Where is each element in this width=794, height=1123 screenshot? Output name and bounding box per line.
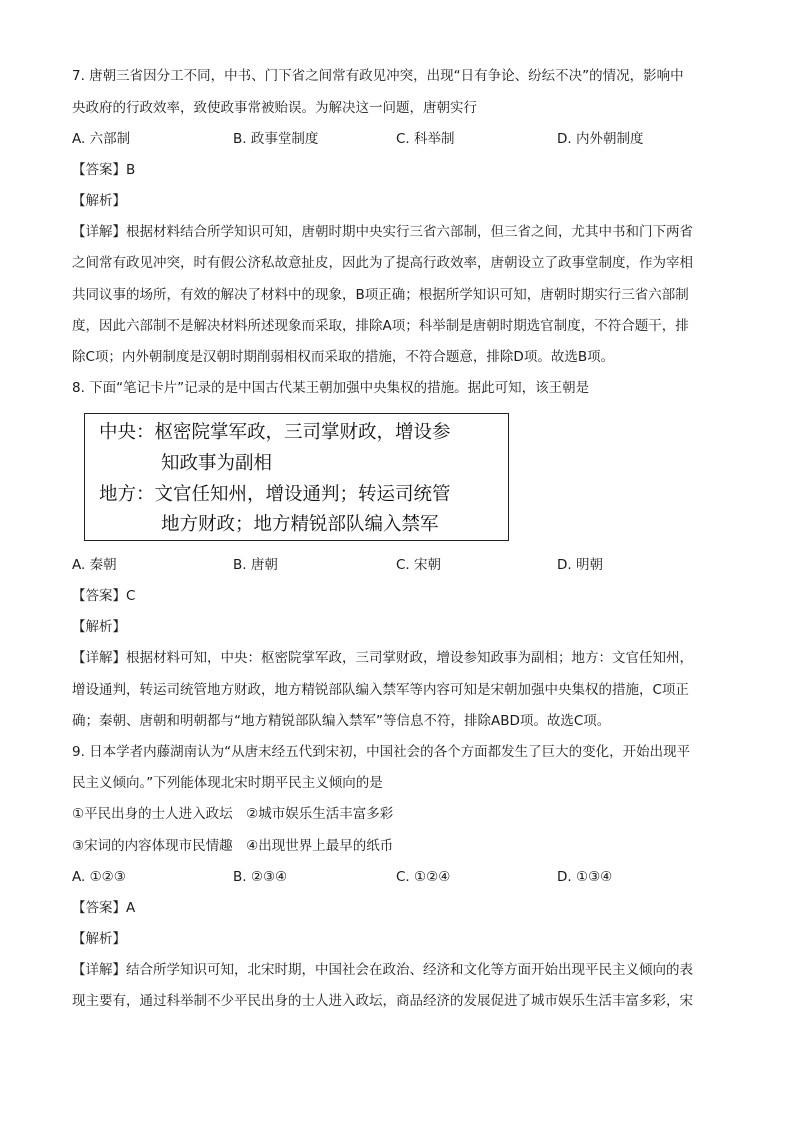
q7-detail-line1: 【详解】根据材料结合所学知识可知，唐朝时期中央实行三省六部制，但三省之间，尤其中书和门下两省 xyxy=(72,224,693,240)
q9-answer-line xyxy=(72,898,135,918)
q8-answer: C xyxy=(126,588,136,604)
q9-answer-tag: 【答案】 xyxy=(72,900,126,916)
q7-detail-line5: 除C项；内外朝制度是汉朝时期削弱相权而采取的措施，不符合题意，排除D项。故选B项。 xyxy=(72,349,615,365)
q9-item-line1: ①平民出身的士人进入政坛 ②城市娱乐生活丰富多彩 xyxy=(72,806,394,822)
q7-option-a: A. 六部制 xyxy=(72,131,131,147)
note-card-line1: 中央：枢密院掌军政，三司掌财政，增设参 xyxy=(99,422,451,443)
q8-answer-tag: 【答案】 xyxy=(72,588,126,604)
q9-analysis-tag: 【解析】 xyxy=(72,931,126,947)
q7-analysis-tag: 【解析】 xyxy=(72,193,126,209)
q8-option-b: B. 唐朝 xyxy=(233,557,278,573)
note-card-line4: 地方财政；地方精锐部队编入禁军 xyxy=(161,514,439,535)
q8-detail-line1: 【详解】根据材料可知，中央：枢密院掌军政，三司掌财政，增设参知政事为副相；地方：文官任知州， xyxy=(72,650,693,666)
q7-option-d: D. 内外朝制度 xyxy=(557,131,644,147)
q9-option-a: A. ①②③ xyxy=(72,869,126,885)
q7-stem-line2: 央政府的行政效率，致使政事常被贻误。为解决这一问题，唐朝实行 xyxy=(72,100,477,116)
q8-option-d: D. 明朝 xyxy=(557,557,603,573)
q8-option-a: A. 秦朝 xyxy=(72,557,117,573)
q9-stem-line1: 9. 日本学者内藤湖南认为“从唐末经五代到宋初，中国社会的各个方面都发生了巨大的变化，开始出现平 xyxy=(72,744,691,760)
q9-option-b: B. ②③④ xyxy=(233,869,288,885)
q7-answer: B xyxy=(126,162,136,178)
q9-detail-line1: 【详解】结合所学知识可知，北宋时期，中国社会在政治、经济和文化等方面开始出现平民主义倾向的表 xyxy=(72,962,693,978)
q8-answer-line xyxy=(72,586,135,606)
q8-detail-line2: 增设通判，转运司统管地方财政，地方精锐部队编入禁军等内容可知是宋朝加强中央集权的措施，C项正 xyxy=(72,682,689,698)
note-card xyxy=(84,413,509,541)
q7-stem-line1: 7. 唐朝三省因分工不同，中书、门下省之间常有政见冲突，出现“日有争论、纷纭不决”的情况，影响中 xyxy=(72,68,684,84)
q7-answer-tag: 【答案】 xyxy=(72,162,126,178)
q9-option-d: D. ①③④ xyxy=(557,869,613,885)
q8-detail-line3: 确；秦朝、唐朝和明朝都与“地方精锐部队编入禁军”等信息不符，排除ABD项。故选C项。 xyxy=(72,713,611,729)
q7-detail-line4: 度，因此六部制不是解决材料所述现象而采取，排除A项；科举制是唐朝时期选官制度，不符合题干，排 xyxy=(72,318,689,334)
note-card-line2: 知政事为副相 xyxy=(161,453,273,474)
q8-stem: 8. 下面“笔记卡片”记录的是中国古代某王朝加强中央集权的措施。据此可知，该王朝是 xyxy=(72,380,590,396)
q9-item-line2: ③宋词的内容体现市民情趣 ④出现世界上最早的纸币 xyxy=(72,838,394,854)
q9-stem-line2: 民主义倾向。”下列能体现北宋时期平民主义倾向的是 xyxy=(72,775,383,791)
q7-option-c: C. 科举制 xyxy=(396,131,455,147)
note-card-line3: 地方：文官任知州，增设通判；转运司统管 xyxy=(99,484,451,505)
q7-detail-line2: 之间常有政见冲突，时有假公济私故意扯皮，因此为了提高行政效率，唐朝设立了政事堂制度，作为宰相 xyxy=(72,255,693,271)
q7-detail-line3: 共同议事的场所，有效的解决了材料中的现象，B项正确；根据所学知识可知，唐朝时期实行三省六部制 xyxy=(72,287,689,303)
q8-analysis-tag: 【解析】 xyxy=(72,619,126,635)
q8-option-c: C. 宋朝 xyxy=(396,557,442,573)
q9-option-c: C. ①②④ xyxy=(396,869,451,885)
q9-answer: A xyxy=(126,900,136,916)
q7-option-b: B. 政事堂制度 xyxy=(233,131,319,147)
q9-detail-line2: 现主要有，通过科举制不少平民出身的士人进入政坛，商品经济的发展促进了城市娱乐生活丰富多彩，宋 xyxy=(72,993,693,1009)
q7-answer-line xyxy=(72,160,135,180)
